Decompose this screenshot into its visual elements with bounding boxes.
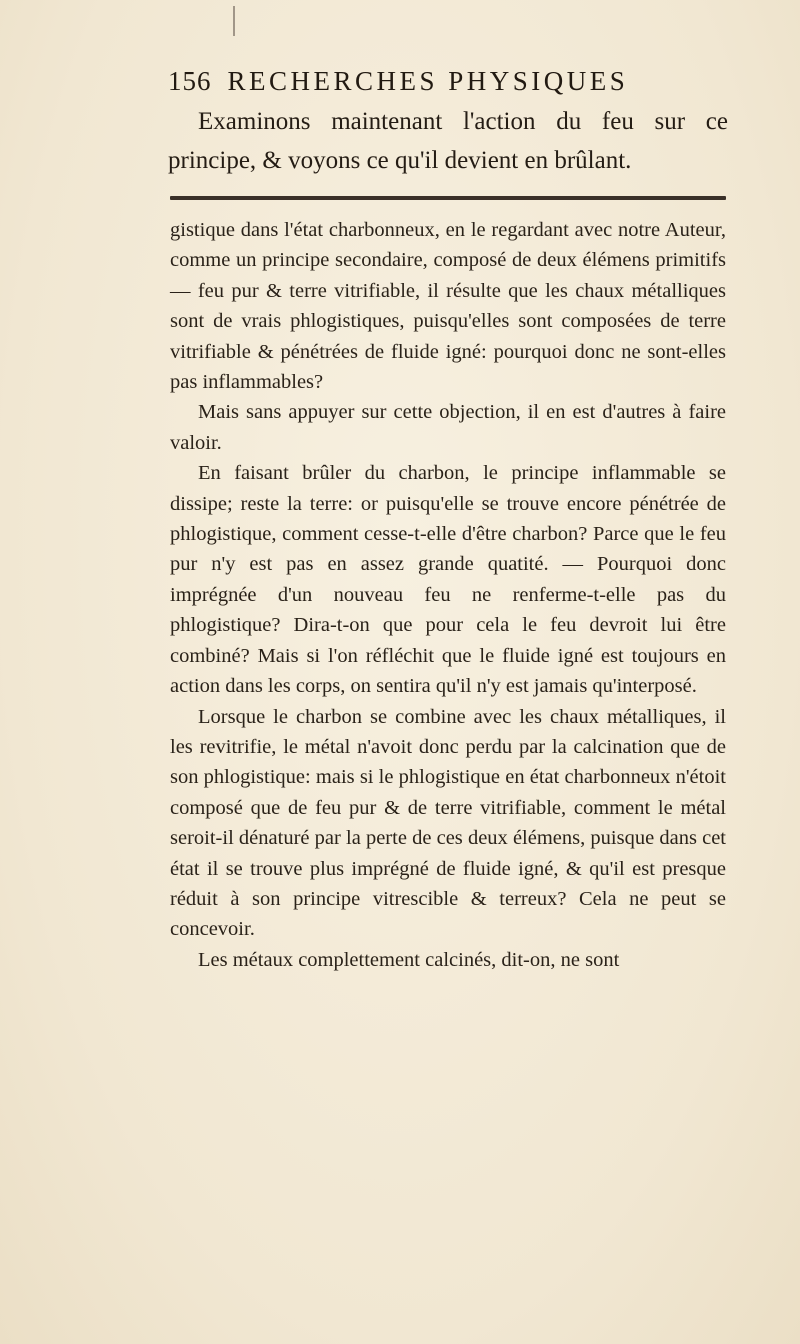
- body-text: [170, 215, 726, 975]
- margin-mark: [233, 6, 235, 36]
- lead-paragraph: [168, 102, 728, 180]
- page-number: 156: [168, 66, 212, 96]
- running-title: RECHERCHES PHYSIQUES: [227, 66, 629, 96]
- page-header: [168, 66, 728, 97]
- paragraph-1: gistique dans l'état charbonneux, en le regardant avec notre Auteur, comme un principe secondaire, composé de deux élémens primitifs — feu pur & terre vitrifiable, il résulte que les chaux métalliques sont de vrais phlogistiques, puisqu'elles sont composées de terre vitrifiable & pénétrées de fluide igné: pourquoi donc ne sont-elles pas inflammables?: [170, 219, 726, 394]
- paragraph-4: Lorsque le charbon se combine avec les chaux métalliques, il les revitrifie, le métal n'avoit donc perdu par la calcination que de son phlogistique: mais si le phlogistique en état charbonneux n'étoit composé que de feu pur & de terre vitrifiable, comment le métal seroit-il dénaturé par la perte de ces deux élémens, puisque dans cet état il se trouve plus imprégné de fluide igné, & qu'il est presque réduit à son principe vitrescible & terreux? Cela ne peut se concevoir.: [170, 705, 726, 941]
- lead-text: Examinons maintenant l'action du feu sur ce principe, & voyons ce qu'il devient en brûlant.: [168, 108, 728, 174]
- paragraph-2: Mais sans appuyer sur cette objection, il en est d'autres à faire valoir.: [170, 401, 726, 454]
- paragraph-3: En faisant brûler du charbon, le principe inflammable se dissipe; reste la terre: or puisqu'elle se trouve encore pénétrée de phlogistique, comment cesse-t-elle d'être charbon? Parce que le feu pur n'y est pas en assez grande quatité. — Pourquoi donc imprégnée d'un nouveau feu ne renferme-t-elle pas du phlogistique? Dira-t-on que pour cela le feu devroit lui être combiné? Mais si l'on réfléchit que le fluide igné est toujours en action dans les corps, on sentira qu'il n'y est jamais qu'interposé.: [170, 462, 726, 698]
- paragraph-5: Les métaux complettement calcinés, dit-on, ne sont: [198, 948, 620, 971]
- section-rule: [170, 196, 726, 200]
